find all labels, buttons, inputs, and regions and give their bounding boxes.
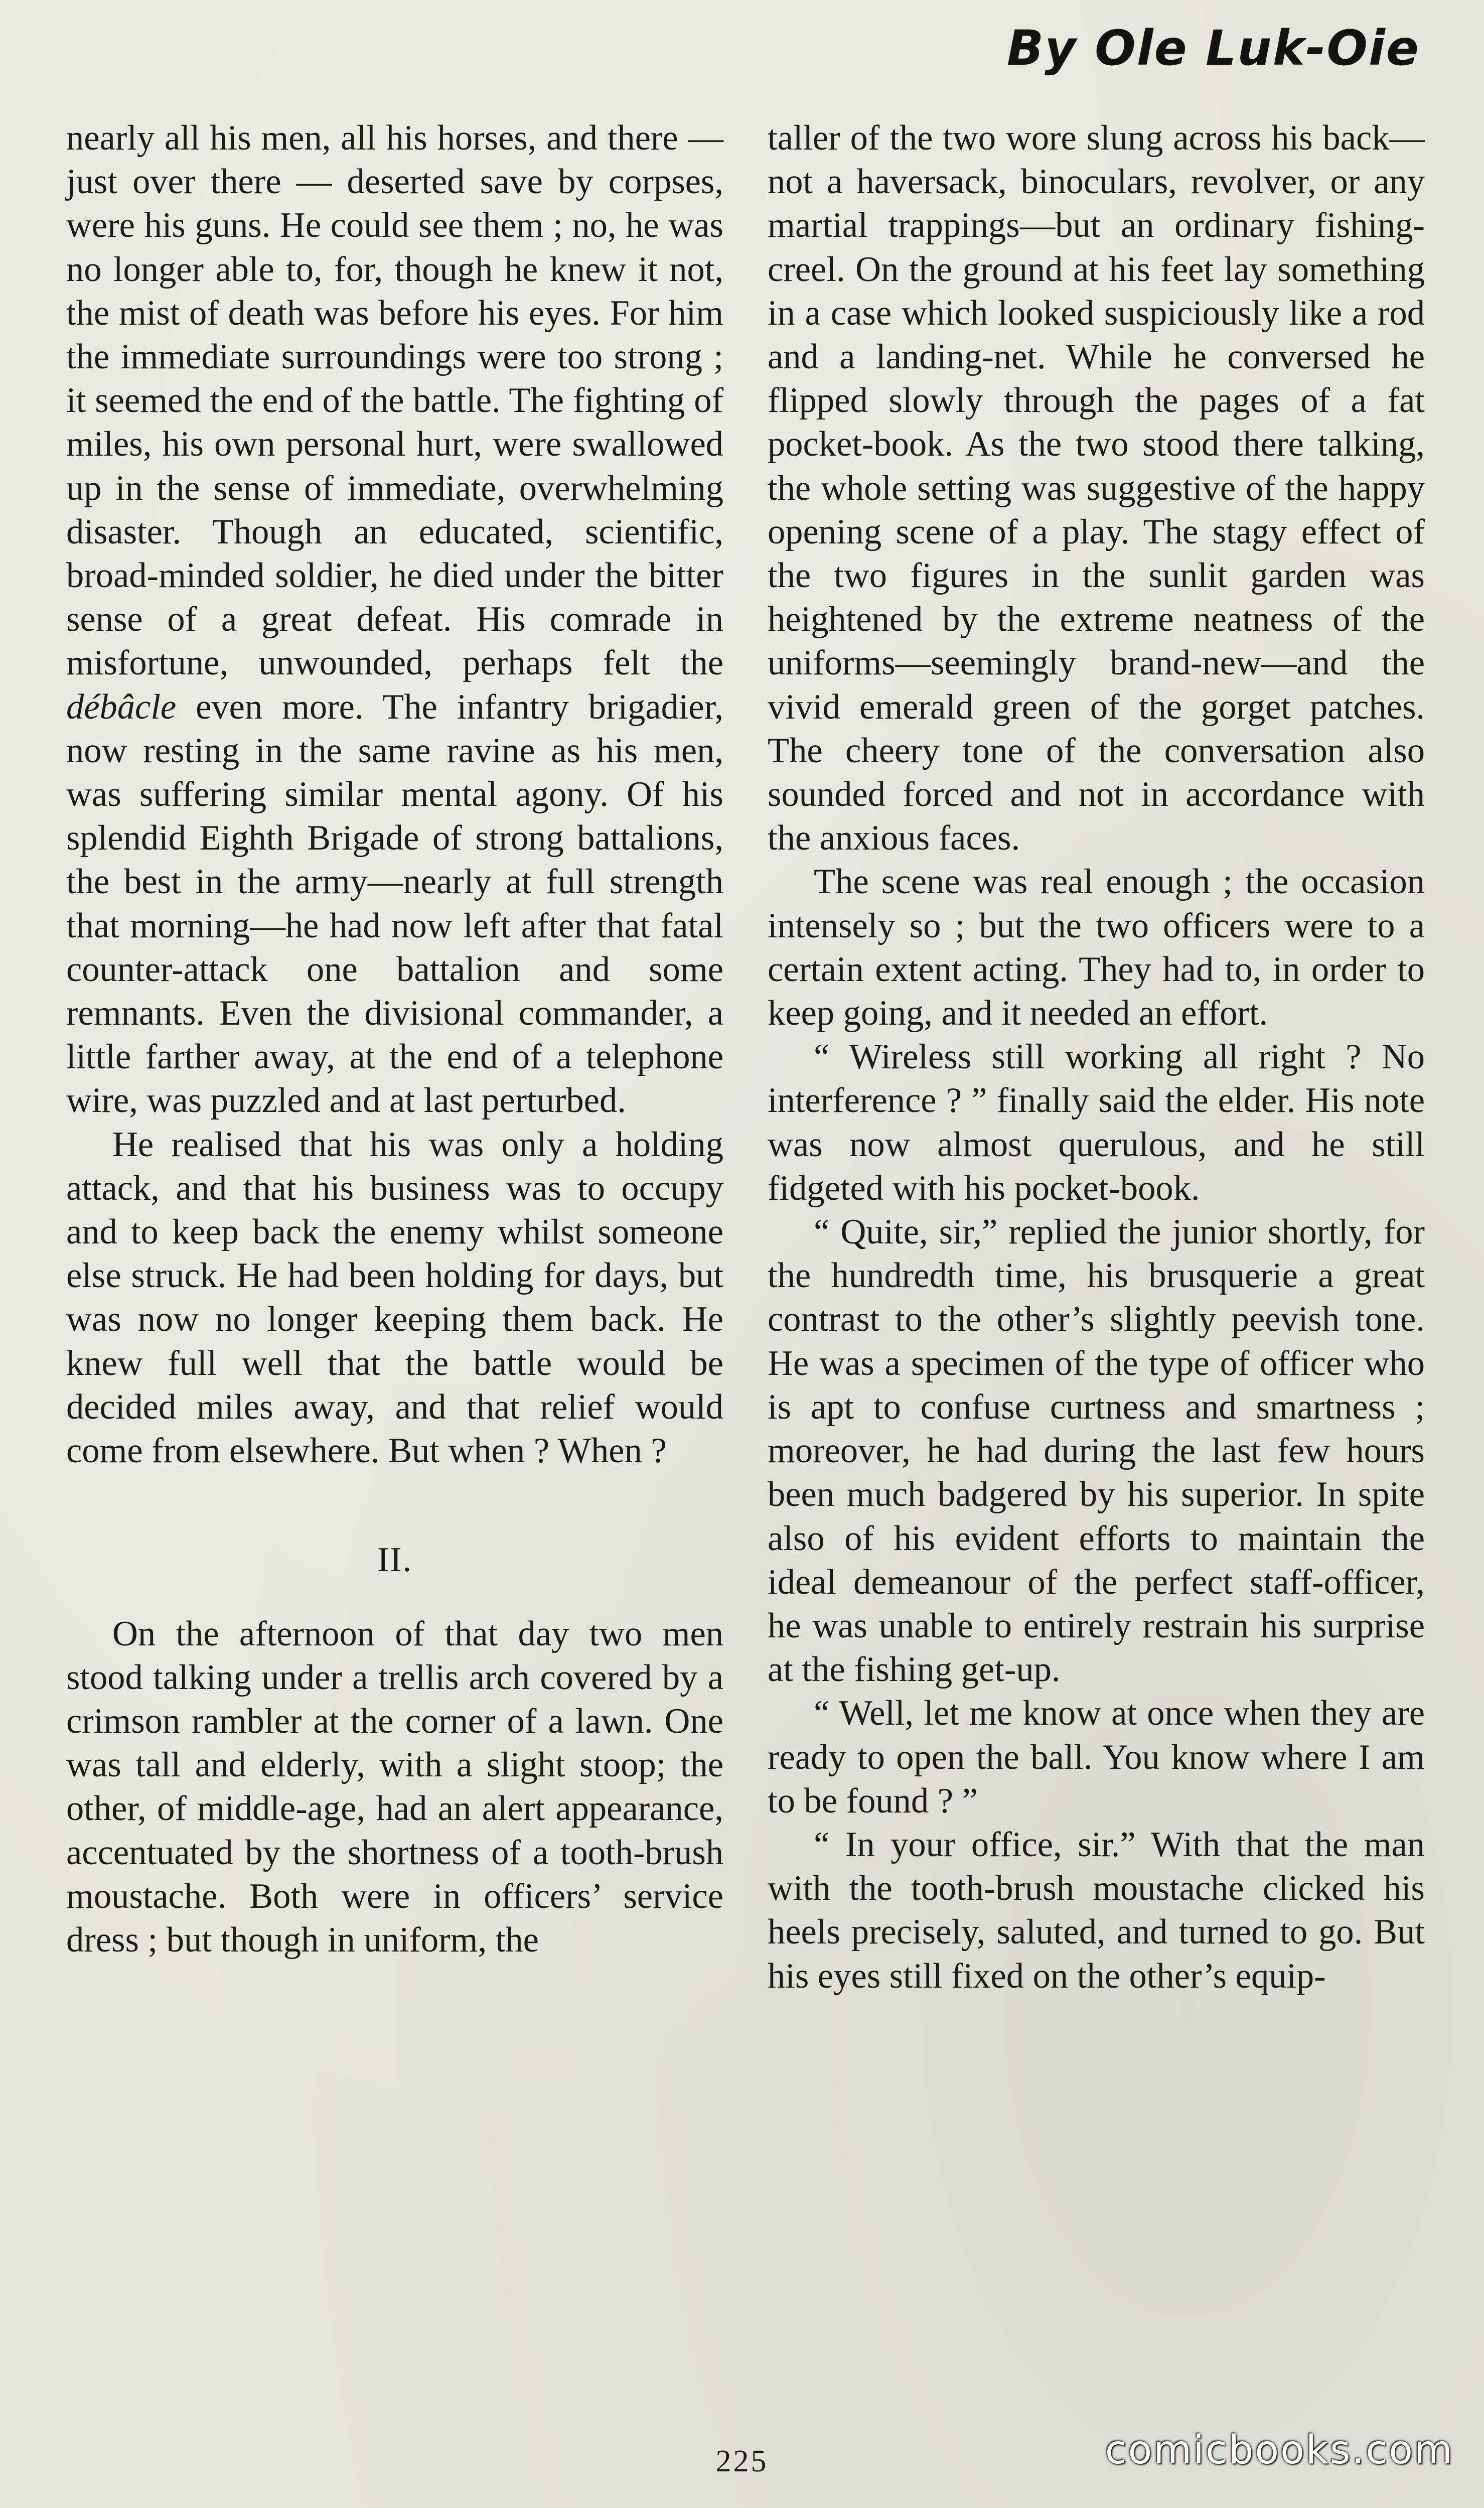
left-paragraph-1-italic: débâcle bbox=[66, 687, 177, 727]
left-paragraph-1 bbox=[66, 116, 723, 1123]
right-paragraph-5: “ Well, let me know at once when they are ready to open the ball. You know where I am to be found ? ” bbox=[768, 1694, 1425, 1821]
right-paragraph-6: “ In your office, sir.” With that the man with the tooth-brush moustache clicked his heels precisely, saluted, and turned to go. But his eyes still fixed on the other’s equip- bbox=[768, 1825, 1425, 1996]
site-watermark: comicbooks.com bbox=[1105, 2428, 1454, 2473]
running-title: By Ole Luk-Oie bbox=[1006, 20, 1420, 76]
right-paragraph-2: The scene was real enough ; the occasion intensely so ; but the two officers were to a certain extent acting. They had to, in order to keep going, and it needed an effort. bbox=[768, 862, 1425, 1033]
right-paragraph-1: taller of the two wore slung across his back—not a haversack, binoculars, revolver, or any martial trappings—but an ordinary fishing-creel. On the ground at his feet lay something in a case which looked suspiciously like a rod and a landing-net. While he conversed he flipped slowly through the pages of a fat pocket-book. As the two stood there talking, the whole setting was suggestive of the happy opening scene of a play. The stagy effect of the two figures in the sunlit garden was heightened by the extreme neatness of the uniforms—seemingly brand-new—and the vivid emerald green of the gorget patches. The cheery tone of the conversation also sounded forced and not in accordance with the anxious faces. bbox=[768, 118, 1425, 858]
right-column bbox=[768, 116, 1425, 1998]
right-paragraph-4: “ Quite, sir,” replied the junior shortly, for the hundredth time, his brusquerie a great contrast to the other’s slightly peevish tone. He was a specimen of the type of officer who is apt to confuse curtness and smartness ; moreover, he had during the last few hours been much badgered by his superior. In spite also of his evident efforts to maintain the ideal demeanour of the perfect staff-officer, he was unable to entirely restrain his surprise at the fishing get-up. bbox=[768, 1212, 1425, 1690]
left-paragraph-1-end: even more. The infantry brigadier, now resting in the same ravine as his men, was suffering similar mental agony. Of his splendid Eighth Brigade of strong battalions, the best in the army—nearly at full strength that morning—he had now left after that fatal counter-attack one battalion and some remnants. Even the divisional commander, a little farther away, at the end of a telephone wire, was puzzled and at last perturbed. bbox=[66, 687, 723, 1121]
right-paragraph-3: “ Wireless still working all right ? No interference ? ” finally said the elder. His note was now almost querulous, and he still fidgeted with his pocket-book. bbox=[768, 1037, 1425, 1208]
left-column bbox=[66, 116, 723, 1962]
section-heading: II. bbox=[377, 1541, 413, 1580]
left-paragraph-2: He realised that his was only a holding attack, and that his business was to occupy and to keep back the enemy whilst someone else struck. He had been holding for days, but was now no longer keeping them back. He knew full well that the battle would be decided miles away, and that relief would come from elsewhere. But when ? When ? bbox=[66, 1125, 723, 1471]
left-paragraph-1-text: nearly all his men, all his horses, and there — just over there — deserted save by corpses, were his guns. He could see them ; no, he was no longer able to, for, though he knew it not, the mist of death was before his eyes. For him the immediate surroundings were too strong ; it seemed the end of the battle. The fighting of miles, his own personal hurt, were swallowed up in the sense of immediate, overwhelming disaster. Though an educated, scientific, broad-minded soldier, he died under the bitter sense of a great defeat. His comrade in misfortune, unwounded, perhaps felt the bbox=[66, 118, 723, 683]
left-paragraph-3: On the afternoon of that day two men stood talking under a trellis arch covered by a crimson rambler at the corner of a lawn. One was tall and elderly, with a slight stoop; the other, of middle-age, had an alert appearance, accentuated by the shortness of a tooth-brush moustache. Both were in officers’ service dress ; but though in uniform, the bbox=[66, 1614, 723, 1960]
page-number: 225 bbox=[715, 2444, 769, 2478]
